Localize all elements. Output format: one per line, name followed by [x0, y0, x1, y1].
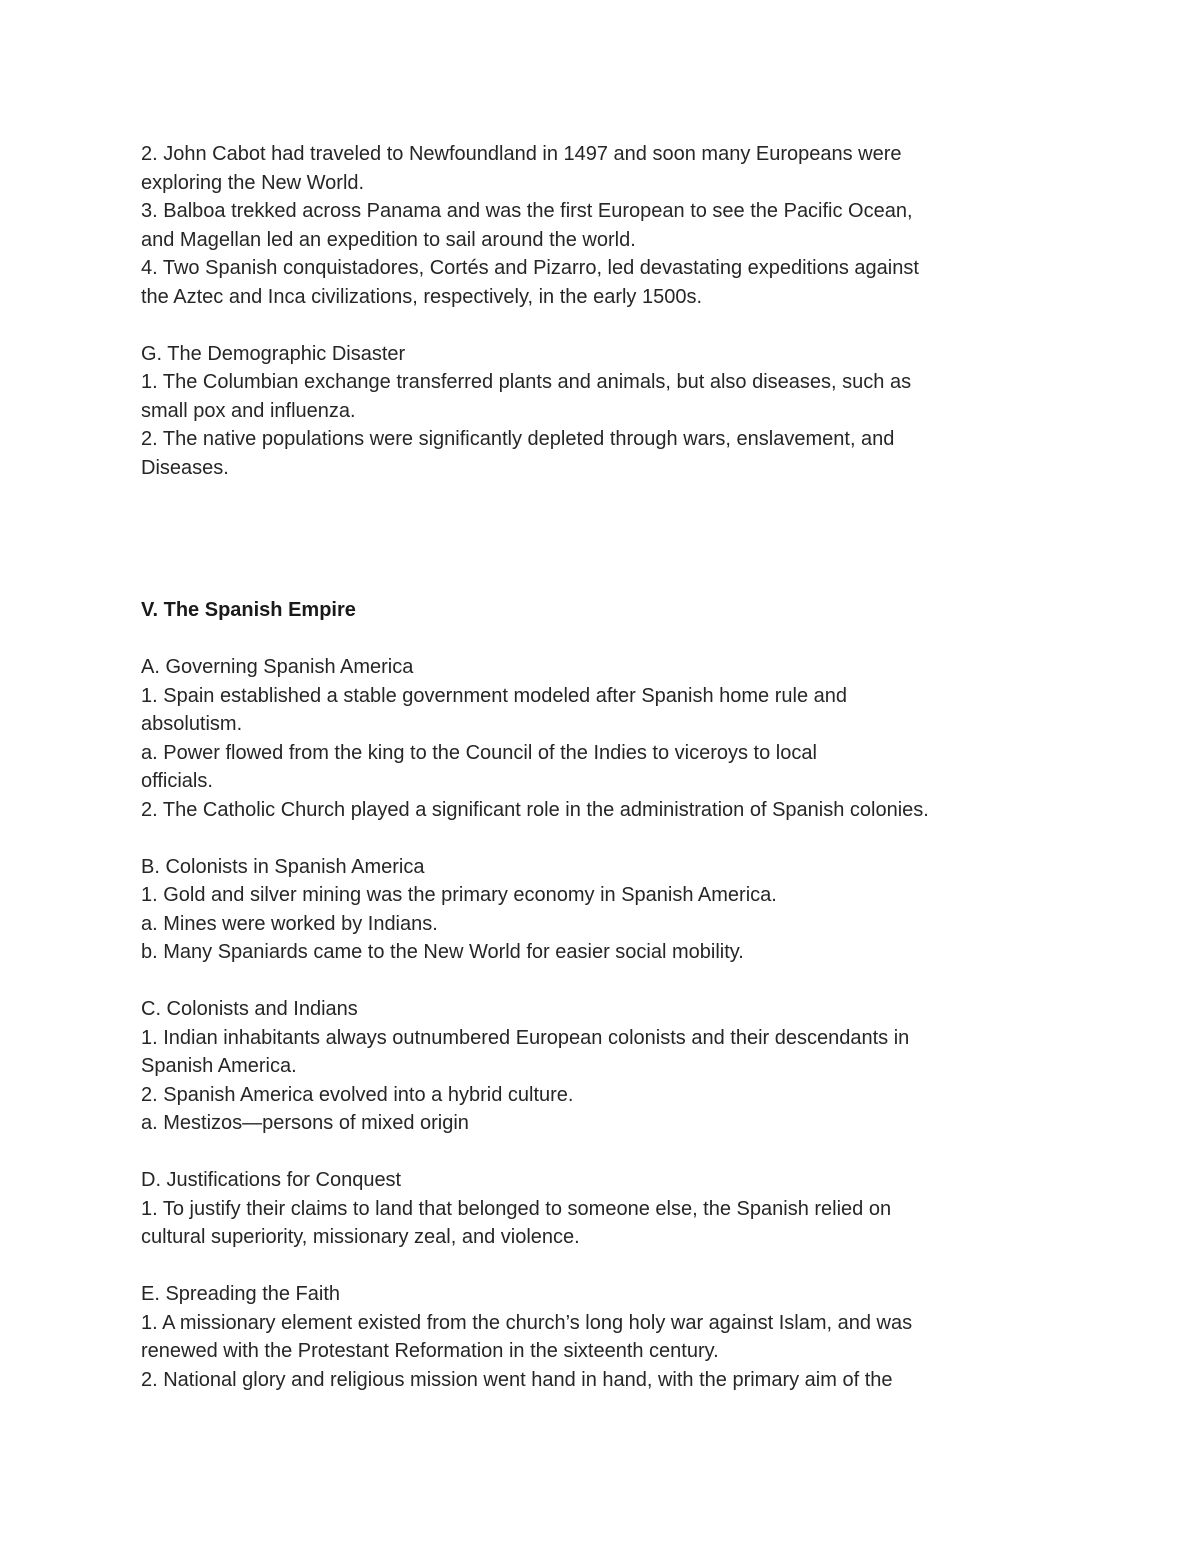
section-line: 1. To justify their claims to land that belonged to someone else, the Spanish relied on — [141, 1197, 892, 1220]
spacer — [141, 1252, 1041, 1281]
section-title: E. Spreading the Faith — [141, 1283, 341, 1305]
intro-line: exploring the New World. — [141, 171, 365, 194]
spacer — [141, 482, 1041, 596]
chapter-heading: V. The Spanish Empire — [141, 599, 356, 621]
section-line: 1. The Columbian exchange transferred plants and animals, but also diseases, such as — [141, 371, 912, 393]
section-line: absolutism. — [141, 713, 243, 735]
section-c — [141, 995, 1041, 1138]
intro-line: the Aztec and Inca civilizations, respectively, in the early 1500s. — [141, 285, 703, 308]
intro-line: and Magellan led an expedition to sail around the world. — [141, 228, 636, 251]
section-b — [141, 853, 1041, 967]
spacer — [141, 824, 1041, 853]
section-line: 1. Spain established a stable government modeled after Spanish home rule and — [141, 684, 848, 707]
section-line: officials. — [141, 770, 213, 792]
section-title: G. The Demographic Disaster — [141, 342, 406, 365]
section-line: 2. National glory and religious mission went hand in hand, with the primary aim of the — [141, 1368, 893, 1391]
section-line: 1. Indian inhabitants always outnumbered European colonists and their descendants in — [141, 1026, 910, 1049]
section-line: 1. A missionary element existed from the church’s long holy war against Islam, and was — [141, 1311, 913, 1334]
section-e — [141, 1280, 1041, 1394]
intro-line: 4. Two Spanish conquistadores, Cortés and Pizarro, led devastating expeditions against — [141, 257, 919, 279]
section-line: small pox and influenza. — [141, 399, 356, 422]
section-a — [141, 653, 1041, 824]
section-title: D. Justifications for Conquest — [141, 1169, 402, 1191]
section-line: Diseases. — [141, 456, 229, 479]
section-line: a. Mestizos—persons of mixed origin — [141, 1112, 469, 1134]
intro-line: 3. Balboa trekked across Panama and was the first European to see the Pacific Ocean, — [141, 200, 913, 222]
spacer — [141, 1138, 1041, 1167]
section-line: 2. The native populations were significantly depleted through wars, enslavement, and — [141, 428, 895, 450]
section-line: 1. Gold and silver mining was the primary economy in Spanish America. — [141, 884, 777, 906]
section-line: cultural superiority, missionary zeal, and violence. — [141, 1226, 580, 1248]
section-line: b. Many Spaniards came to the New World for easier social mobility. — [141, 941, 744, 963]
section-line: 2. Spanish America evolved into a hybrid culture. — [141, 1083, 574, 1106]
section-title: B. Colonists in Spanish America — [141, 855, 425, 878]
spacer — [141, 625, 1041, 654]
section-line: 2. The Catholic Church played a significant role in the administration of Spanish colonies. — [141, 798, 929, 821]
section-title: A. Governing Spanish America — [141, 656, 414, 678]
section-title: C. Colonists and Indians — [141, 998, 358, 1020]
section-g — [141, 340, 1041, 483]
intro-line: 2. John Cabot had traveled to Newfoundland in 1497 and soon many Europeans were — [141, 143, 902, 165]
document-body — [141, 140, 1041, 1394]
section-line: a. Mines were worked by Indians. — [141, 912, 438, 935]
section-d — [141, 1166, 1041, 1252]
spacer — [141, 311, 1041, 340]
section-line: renewed with the Protestant Reformation in the sixteenth century. — [141, 1340, 719, 1362]
section-line: a. Power flowed from the king to the Council of the Indies to viceroys to local — [141, 741, 817, 764]
intro-list — [141, 140, 1041, 311]
section-line: Spanish America. — [141, 1055, 297, 1077]
spacer — [141, 967, 1041, 996]
